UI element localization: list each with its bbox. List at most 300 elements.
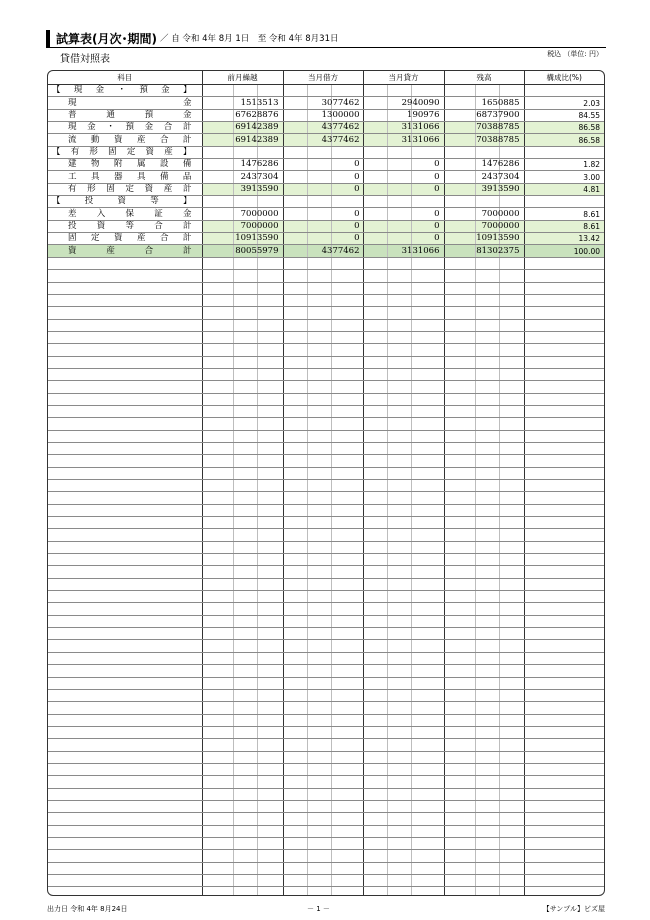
account-name [48, 270, 202, 282]
account-char: 通 [106, 109, 115, 120]
account-name [48, 122, 202, 134]
ratio-cell: 3.00 [524, 171, 604, 183]
account-name [48, 541, 202, 553]
debit-cell [283, 418, 363, 430]
account-char: 物 [90, 159, 100, 170]
ratio-cell [524, 270, 604, 282]
prev-balance-cell [202, 813, 283, 825]
debit-cell [283, 405, 363, 417]
blank-row [48, 578, 604, 590]
account-char: 等 [150, 196, 159, 207]
account-name [48, 109, 202, 121]
credit-cell [363, 751, 444, 763]
table-row [48, 134, 604, 146]
ratio-cell: 4.81 [524, 183, 604, 195]
credit-cell [363, 455, 444, 467]
credit-cell [363, 331, 444, 343]
blank-row [48, 442, 604, 454]
blank-row [48, 517, 604, 529]
account-name [48, 405, 202, 417]
credit-cell [363, 442, 444, 454]
account-char: 固 [68, 233, 77, 244]
account-char: 合 [144, 245, 154, 256]
prev-balance-cell: 7000000 [202, 208, 283, 220]
credit-cell [363, 381, 444, 393]
account-name [48, 183, 202, 195]
credit-cell [363, 739, 444, 751]
table-row [48, 171, 604, 183]
account-name [48, 455, 202, 467]
account-name [48, 591, 202, 603]
account-char: 流 [68, 134, 77, 145]
ratio-cell [524, 368, 604, 380]
credit-cell [363, 554, 444, 566]
balance-cell [444, 875, 524, 887]
prev-balance-cell [202, 591, 283, 603]
blank-row [48, 739, 604, 751]
ratio-cell [524, 763, 604, 775]
debit-cell: 0 [283, 183, 363, 195]
account-char: 金 [144, 122, 154, 133]
account-name [48, 800, 202, 812]
credit-cell [363, 517, 444, 529]
ratio-cell [524, 480, 604, 492]
balance-cell [444, 554, 524, 566]
account-name [48, 85, 202, 97]
debit-cell [283, 517, 363, 529]
credit-cell: 3131066 [363, 245, 444, 257]
credit-cell [363, 689, 444, 701]
ratio-cell [524, 467, 604, 479]
prev-balance-cell: 1513513 [202, 97, 283, 109]
ratio-cell [524, 196, 604, 208]
debit-cell [283, 541, 363, 553]
debit-cell [283, 726, 363, 738]
prev-balance-cell [202, 319, 283, 331]
credit-cell [363, 146, 444, 158]
account-name [48, 220, 202, 232]
balance-cell [444, 344, 524, 356]
blank-row [48, 615, 604, 627]
balance-cell: 81302375 [444, 245, 524, 257]
debit-cell [283, 381, 363, 393]
balance-cell [444, 282, 524, 294]
account-char: 産 [163, 183, 173, 194]
credit-cell [363, 480, 444, 492]
ratio-cell [524, 702, 604, 714]
account-name [48, 628, 202, 640]
balance-cell [444, 862, 524, 874]
account-name [48, 294, 202, 306]
prev-balance-cell [202, 763, 283, 775]
debit-cell [283, 196, 363, 208]
account-char: 形 [87, 183, 96, 194]
debit-cell [283, 294, 363, 306]
prev-balance-cell: 69142389 [202, 134, 283, 146]
balance-cell [444, 455, 524, 467]
ratio-cell [524, 640, 604, 652]
prev-balance-cell [202, 578, 283, 590]
credit-cell [363, 529, 444, 541]
debit-cell [283, 344, 363, 356]
prev-balance-cell [202, 566, 283, 578]
balance-cell: 7000000 [444, 220, 524, 232]
account-char: 【 [52, 85, 61, 96]
blank-row [48, 800, 604, 812]
account-char: 計 [182, 134, 192, 145]
debit-cell [283, 615, 363, 627]
debit-cell [283, 763, 363, 775]
ratio-cell [524, 875, 604, 887]
prev-balance-cell [202, 381, 283, 393]
balance-cell [444, 591, 524, 603]
prev-balance-cell [202, 887, 283, 896]
balance-cell: 10913590 [444, 233, 524, 245]
account-char: 資 [113, 233, 123, 244]
debit-cell [283, 640, 363, 652]
account-char: 固 [108, 146, 117, 157]
prev-balance-cell: 1476286 [202, 159, 283, 171]
blank-row [48, 405, 604, 417]
balance-cell [444, 442, 524, 454]
account-char: 預 [144, 109, 154, 120]
account-char: 金 [161, 85, 170, 96]
ratio-cell [524, 442, 604, 454]
ratio-cell [524, 739, 604, 751]
ratio-cell [524, 776, 604, 788]
prev-balance-cell [202, 652, 283, 664]
ratio-cell [524, 788, 604, 800]
balance-cell [444, 257, 524, 269]
blank-row [48, 294, 604, 306]
blank-row [48, 541, 604, 553]
credit-cell: 0 [363, 233, 444, 245]
blank-row [48, 368, 604, 380]
ratio-cell [524, 689, 604, 701]
ratio-cell [524, 677, 604, 689]
balance-cell [444, 270, 524, 282]
debit-cell [283, 455, 363, 467]
balance-cell [444, 492, 524, 504]
ratio-cell: 86.58 [524, 122, 604, 134]
account-char: 定 [125, 183, 134, 194]
credit-cell [363, 492, 444, 504]
account-char: 】 [182, 85, 192, 96]
debit-cell [283, 591, 363, 603]
prev-balance-cell [202, 788, 283, 800]
debit-cell: 0 [283, 208, 363, 220]
debit-cell: 1300000 [283, 109, 363, 121]
credit-cell [363, 788, 444, 800]
debit-cell [283, 788, 363, 800]
prev-balance-cell: 69142389 [202, 122, 283, 134]
account-name [48, 319, 202, 331]
account-char: 】 [182, 146, 192, 157]
balance-cell [444, 677, 524, 689]
blank-row [48, 393, 604, 405]
debit-cell [283, 850, 363, 862]
account-char: 備 [159, 171, 169, 182]
prev-balance-cell [202, 875, 283, 887]
ratio-cell [524, 529, 604, 541]
debit-cell [283, 331, 363, 343]
account-name [48, 887, 202, 896]
credit-cell [363, 418, 444, 430]
account-char: 預 [139, 85, 148, 96]
prev-balance-cell [202, 739, 283, 751]
balance-cell: 3913590 [444, 183, 524, 195]
credit-cell [363, 356, 444, 368]
credit-cell [363, 665, 444, 677]
debit-cell [283, 368, 363, 380]
debit-cell [283, 887, 363, 896]
ratio-cell [524, 294, 604, 306]
prev-balance-cell: 7000000 [202, 220, 283, 232]
prev-balance-cell [202, 862, 283, 874]
account-name [48, 492, 202, 504]
debit-cell [283, 628, 363, 640]
account-name [48, 850, 202, 862]
prev-balance-cell [202, 714, 283, 726]
credit-cell [363, 405, 444, 417]
balance-cell [444, 887, 524, 896]
debit-cell [283, 825, 363, 837]
blank-row [48, 319, 604, 331]
balance-cell [444, 615, 524, 627]
prev-balance-cell [202, 726, 283, 738]
account-name [48, 825, 202, 837]
account-char: 具 [90, 171, 100, 182]
output-date: 出力日 令和 4年 8月24日 [47, 905, 128, 913]
debit-cell [283, 677, 363, 689]
debit-cell [283, 665, 363, 677]
report-period: ／ 自 令和 4年 8月 1日 至 令和 4年 8月31日 [160, 34, 339, 44]
blank-row [48, 257, 604, 269]
blank-row [48, 430, 604, 442]
credit-cell [363, 726, 444, 738]
prev-balance-cell [202, 665, 283, 677]
blank-row [48, 307, 604, 319]
prev-balance-cell [202, 628, 283, 640]
ratio-cell [524, 541, 604, 553]
account-char: 有 [70, 146, 80, 157]
account-char: 資 [117, 196, 126, 207]
account-name [48, 677, 202, 689]
account-name [48, 665, 202, 677]
ratio-cell [524, 455, 604, 467]
prev-balance-cell: 67628876 [202, 109, 283, 121]
blank-row [48, 689, 604, 701]
ratio-cell [524, 307, 604, 319]
credit-cell [363, 591, 444, 603]
prev-balance-cell [202, 837, 283, 849]
blank-row [48, 788, 604, 800]
blank-row [48, 566, 604, 578]
prev-balance-cell [202, 282, 283, 294]
account-name [48, 467, 202, 479]
account-name [48, 356, 202, 368]
account-name [48, 344, 202, 356]
table-row [48, 208, 604, 220]
balance-cell [444, 405, 524, 417]
prev-balance-cell [202, 529, 283, 541]
balance-cell [444, 714, 524, 726]
credit-cell [363, 887, 444, 896]
ratio-cell: 8.61 [524, 208, 604, 220]
table-row [48, 159, 604, 171]
prev-balance-cell [202, 331, 283, 343]
account-name [48, 418, 202, 430]
debit-cell [283, 566, 363, 578]
blank-row [48, 751, 604, 763]
balance-cell [444, 665, 524, 677]
prev-balance-cell [202, 702, 283, 714]
credit-cell [363, 270, 444, 282]
account-name [48, 517, 202, 529]
balance-cell [444, 85, 524, 97]
credit-cell [363, 504, 444, 516]
credit-cell: 0 [363, 159, 444, 171]
balance-cell [444, 393, 524, 405]
credit-cell [363, 578, 444, 590]
account-name [48, 381, 202, 393]
blank-row [48, 640, 604, 652]
blank-row [48, 850, 604, 862]
credit-cell [363, 875, 444, 887]
blank-row [48, 677, 604, 689]
ratio-cell [524, 825, 604, 837]
ratio-cell [524, 146, 604, 158]
debit-cell [283, 319, 363, 331]
balance-cell [444, 319, 524, 331]
table-row [48, 85, 604, 97]
balance-cell [444, 504, 524, 516]
balance-cell [444, 652, 524, 664]
account-name [48, 578, 202, 590]
blank-row [48, 504, 604, 516]
account-char: 計 [182, 122, 192, 133]
debit-cell [283, 529, 363, 541]
prev-balance-cell: 10913590 [202, 233, 283, 245]
account-char: 固 [106, 183, 115, 194]
account-name [48, 603, 202, 615]
account-char: 設 [159, 159, 169, 170]
debit-cell [283, 652, 363, 664]
account-char: 合 [163, 122, 173, 133]
account-char: 工 [68, 171, 77, 182]
credit-cell [363, 196, 444, 208]
balance-cell [444, 307, 524, 319]
trial-balance-table [47, 70, 605, 896]
account-name [48, 146, 202, 158]
account-char: 入 [96, 208, 106, 219]
balance-cell: 1476286 [444, 159, 524, 171]
debit-cell [283, 739, 363, 751]
prev-balance-cell: 80055979 [202, 245, 283, 257]
account-char: 資 [68, 245, 77, 256]
ratio-cell [524, 504, 604, 516]
debit-cell [283, 800, 363, 812]
debit-cell [283, 282, 363, 294]
ratio-cell: 1.82 [524, 159, 604, 171]
account-char: 計 [182, 183, 192, 194]
blank-row [48, 554, 604, 566]
ratio-cell [524, 726, 604, 738]
account-char: 合 [154, 220, 163, 231]
prev-balance-cell [202, 368, 283, 380]
account-name [48, 739, 202, 751]
column-header: 当月借方 [283, 71, 363, 85]
ratio-cell [524, 615, 604, 627]
prev-balance-cell [202, 393, 283, 405]
balance-cell [444, 825, 524, 837]
debit-cell: 0 [283, 171, 363, 183]
account-char: 等 [125, 220, 134, 231]
credit-cell [363, 677, 444, 689]
blank-row [48, 862, 604, 874]
account-char: 有 [68, 183, 77, 194]
prev-balance-cell: 3913590 [202, 183, 283, 195]
ratio-cell [524, 628, 604, 640]
debit-cell [283, 751, 363, 763]
credit-cell [363, 776, 444, 788]
prev-balance-cell [202, 270, 283, 282]
account-name [48, 245, 202, 257]
account-char: 投 [84, 196, 94, 207]
account-name [48, 640, 202, 652]
account-name [48, 159, 202, 171]
account-name [48, 554, 202, 566]
account-name [48, 196, 202, 208]
account-name [48, 751, 202, 763]
debit-cell [283, 85, 363, 97]
account-name [48, 714, 202, 726]
balance-cell: 70388785 [444, 134, 524, 146]
account-char: 属 [136, 159, 146, 170]
ratio-cell [524, 751, 604, 763]
balance-cell: 1650885 [444, 97, 524, 109]
account-name [48, 480, 202, 492]
report-title-row [46, 30, 606, 48]
account-char: 資 [145, 146, 155, 157]
table-row [48, 196, 604, 208]
credit-cell [363, 652, 444, 664]
prev-balance-cell [202, 85, 283, 97]
prev-balance-cell [202, 294, 283, 306]
debit-cell [283, 776, 363, 788]
debit-cell [283, 492, 363, 504]
ratio-cell [524, 282, 604, 294]
prev-balance-cell [202, 825, 283, 837]
balance-cell [444, 813, 524, 825]
debit-cell [283, 714, 363, 726]
account-char: 定 [90, 233, 100, 244]
credit-cell [363, 368, 444, 380]
ratio-cell [524, 850, 604, 862]
debit-cell [283, 862, 363, 874]
credit-cell: 0 [363, 183, 444, 195]
account-char: 現 [73, 85, 83, 96]
table-header-row [48, 71, 604, 85]
account-char: 建 [68, 159, 77, 170]
balance-cell [444, 517, 524, 529]
prev-balance-cell [202, 492, 283, 504]
account-char: 金 [182, 97, 192, 108]
account-char: 現 [68, 122, 77, 133]
ratio-cell [524, 887, 604, 896]
credit-cell [363, 603, 444, 615]
credit-cell [363, 566, 444, 578]
